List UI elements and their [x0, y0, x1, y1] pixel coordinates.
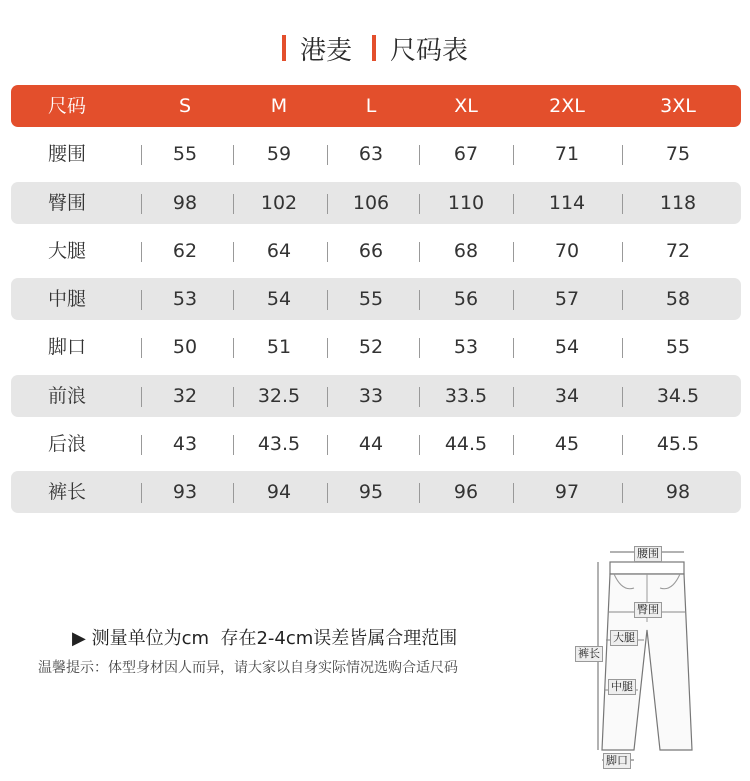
size-tip: 温馨提示：体型身材因人而异，请大家以自身实际情况选购合适尺码 — [38, 660, 458, 676]
triangle-right-icon: ▶ — [72, 628, 86, 649]
diagram-label-length: 裤长 — [575, 646, 603, 662]
table-cell: 33.5 — [444, 384, 488, 407]
column-divider — [419, 435, 420, 455]
column-divider — [419, 387, 420, 407]
column-header: S — [178, 95, 192, 117]
column-divider — [233, 338, 234, 358]
table-cell: 43.5 — [257, 433, 301, 456]
size-table — [11, 85, 741, 520]
table-row — [11, 375, 741, 417]
column-divider — [327, 483, 328, 503]
row-label: 大腿 — [48, 239, 87, 262]
column-divider — [513, 242, 514, 262]
table-cell: 93 — [172, 481, 198, 504]
table-cell: 32 — [172, 384, 198, 407]
table-cell: 118 — [659, 191, 697, 214]
column-divider — [622, 338, 623, 358]
row-label: 脚口 — [48, 336, 87, 359]
table-row — [11, 326, 741, 368]
column-divider — [419, 242, 420, 262]
accent-bar — [372, 35, 376, 61]
column-divider — [141, 242, 142, 262]
column-header: XL — [454, 95, 478, 117]
column-divider — [233, 387, 234, 407]
column-divider — [141, 290, 142, 310]
table-cell: 33 — [358, 384, 384, 407]
column-divider — [327, 242, 328, 262]
table-cell: 55 — [358, 288, 384, 311]
column-divider — [419, 194, 420, 214]
table-cell: 96 — [453, 481, 479, 504]
row-label: 后浪 — [48, 433, 87, 456]
table-cell: 102 — [260, 191, 298, 214]
column-divider — [233, 194, 234, 214]
column-divider — [233, 435, 234, 455]
table-cell: 45.5 — [656, 433, 700, 456]
column-divider — [141, 338, 142, 358]
diagram-label-hip: 臀围 — [634, 602, 662, 618]
column-divider — [233, 483, 234, 503]
table-cell: 52 — [358, 336, 384, 359]
table-cell: 68 — [453, 239, 479, 262]
table-cell: 98 — [172, 191, 198, 214]
table-cell: 63 — [358, 143, 384, 166]
table-cell: 55 — [172, 143, 198, 166]
table-cell: 70 — [554, 239, 580, 262]
column-divider — [141, 145, 142, 165]
column-divider — [327, 387, 328, 407]
column-header: 3XL — [660, 95, 696, 117]
table-cell: 114 — [548, 191, 586, 214]
table-cell: 57 — [554, 288, 580, 311]
column-divider — [513, 194, 514, 214]
column-divider — [419, 145, 420, 165]
table-cell: 54 — [554, 336, 580, 359]
column-divider — [327, 194, 328, 214]
table-cell: 56 — [453, 288, 479, 311]
diagram-label-mid-leg: 中腿 — [608, 679, 636, 695]
table-cell: 54 — [266, 288, 292, 311]
table-cell: 98 — [665, 481, 691, 504]
row-label: 前浪 — [48, 384, 87, 407]
row-label: 裤长 — [48, 481, 87, 504]
table-row — [11, 182, 741, 224]
column-divider — [622, 194, 623, 214]
diagram-label-waist: 腰围 — [634, 546, 662, 562]
table-cell: 62 — [172, 239, 198, 262]
table-cell: 72 — [665, 239, 691, 262]
brand-name: 港麦 — [299, 35, 352, 66]
column-divider — [622, 387, 623, 407]
table-row — [11, 423, 741, 465]
table-cell: 67 — [453, 143, 479, 166]
measure-note-text: 测量单位为cm 存在2-4cm误差皆属合理范围 — [91, 628, 458, 649]
column-divider — [141, 483, 142, 503]
table-cell: 94 — [266, 481, 292, 504]
table-cell: 51 — [266, 336, 292, 359]
column-divider — [327, 338, 328, 358]
diagram-label-thigh: 大腿 — [610, 630, 638, 646]
table-cell: 95 — [358, 481, 384, 504]
column-divider — [327, 145, 328, 165]
table-cell: 97 — [554, 481, 580, 504]
table-cell: 50 — [172, 336, 198, 359]
column-divider — [233, 290, 234, 310]
column-divider — [141, 194, 142, 214]
accent-bar — [282, 35, 286, 61]
table-cell: 43 — [172, 433, 198, 456]
column-header: 2XL — [549, 95, 585, 117]
table-cell: 64 — [266, 239, 292, 262]
column-divider — [419, 483, 420, 503]
column-divider — [327, 435, 328, 455]
column-divider — [622, 483, 623, 503]
table-row — [11, 133, 741, 175]
column-divider — [141, 387, 142, 407]
column-header: M — [270, 95, 288, 117]
diagram-label-hem: 脚口 — [603, 753, 631, 769]
table-cell: 110 — [447, 191, 485, 214]
column-divider — [141, 435, 142, 455]
column-divider — [622, 145, 623, 165]
table-cell: 59 — [266, 143, 292, 166]
measure-note — [72, 624, 457, 650]
table-cell: 32.5 — [257, 384, 301, 407]
table-cell: 34.5 — [656, 384, 700, 407]
chart-subtitle: 尺码表 — [390, 35, 469, 66]
column-divider — [622, 435, 623, 455]
pants-diagram — [572, 540, 702, 770]
column-divider — [622, 290, 623, 310]
column-divider — [513, 338, 514, 358]
table-row — [11, 230, 741, 272]
table-cell: 45 — [554, 433, 580, 456]
column-divider — [233, 145, 234, 165]
table-cell: 66 — [358, 239, 384, 262]
row-label: 腰围 — [48, 143, 87, 166]
table-cell: 106 — [352, 191, 390, 214]
column-divider — [233, 242, 234, 262]
table-cell: 58 — [665, 288, 691, 311]
column-divider — [513, 290, 514, 310]
column-divider — [419, 338, 420, 358]
column-divider — [419, 290, 420, 310]
table-cell: 34 — [554, 384, 580, 407]
column-divider — [513, 387, 514, 407]
row-label: 中腿 — [48, 288, 87, 311]
table-row — [11, 471, 741, 513]
table-cell: 71 — [554, 143, 580, 166]
column-divider — [513, 483, 514, 503]
table-header-row — [11, 85, 741, 127]
table-row — [11, 278, 741, 320]
table-cell: 53 — [172, 288, 198, 311]
column-divider — [513, 145, 514, 165]
column-header: 尺码 — [48, 95, 87, 117]
table-cell: 53 — [453, 336, 479, 359]
table-cell: 44 — [358, 433, 384, 456]
column-header: L — [365, 95, 377, 117]
size-chart-title — [0, 28, 750, 68]
column-divider — [622, 242, 623, 262]
row-label: 臀围 — [48, 191, 87, 214]
table-cell: 55 — [665, 336, 691, 359]
table-cell: 75 — [665, 143, 691, 166]
column-divider — [513, 435, 514, 455]
column-divider — [327, 290, 328, 310]
table-cell: 44.5 — [444, 433, 488, 456]
